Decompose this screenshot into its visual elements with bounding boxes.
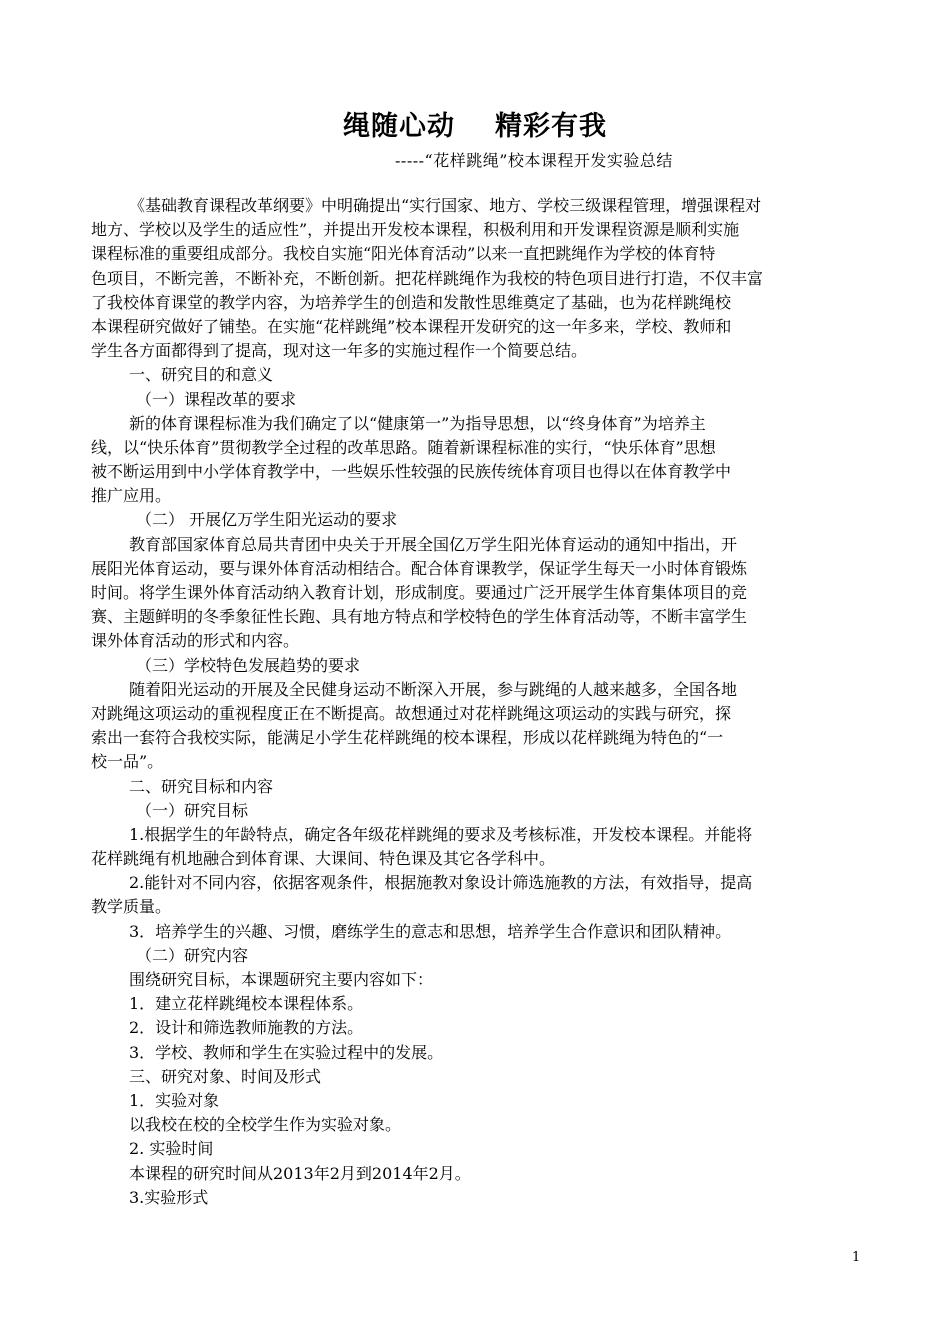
title-part-1: 绳随心动 — [343, 111, 455, 142]
paragraph-line: 2.能针对不同内容，依据客观条件，根据施教对象设计筛选施教的方法，有效指导，提高 — [129, 873, 753, 893]
paragraph-line: 《基础教育课程改革纲要》中明确提出“实行国家、地方、学校三级课程管理，增强课程对 — [129, 196, 762, 215]
subsection-heading: （三）学校特色发展趋势的要求 — [136, 655, 361, 675]
paragraph-line: 随着阳光运动的开展及全民健身运动不断深入开展，参与跳绳的人越来越多，全国各地 — [129, 679, 738, 699]
paragraph-line: 教育部国家体育总局共青团中央关于开展全国亿万学生阳光体育运动的通知中指出，开 — [129, 534, 738, 554]
paragraph-line: 色项目，不断完善，不断补充，不断创新。把花样跳绳作为我校的特色项目进行打造，不仅丰富 — [91, 268, 764, 288]
document-subtitle: -----“花样跳绳”校本课程开发实验总结 — [395, 151, 673, 170]
paragraph-line: 花样跳绳有机地融合到体育课、大课间、特色课及其它各学科中。 — [91, 849, 556, 869]
paragraph-line: 本课程研究做好了铺垫。在实施“花样跳绳”校本课程开发研究的这一年多来，学校、教师和 — [91, 316, 732, 336]
paragraph-line: 1.根据学生的年龄特点，确定各年级花样跳绳的要求及考核标准，开发校本课程。并能将 — [129, 824, 753, 844]
paragraph-line: 教学质量。 — [91, 897, 172, 917]
subsection-heading: （二） 开展亿万学生阳光运动的要求 — [136, 510, 398, 530]
list-item: 3.实验形式 — [129, 1187, 209, 1207]
paragraph-line: 本课程的研究时间从2013年2月到2014年2月。 — [129, 1163, 471, 1183]
list-item: 3．学校、教师和学生在实验过程中的发展。 — [129, 1042, 444, 1062]
paragraph-line: 地方、学校以及学生的适应性”，并提出开发校本课程，积极利用和开发课程资源是顺利实施 — [91, 220, 740, 240]
paragraph-line: 以我校在校的全校学生作为实验对象。 — [129, 1115, 402, 1135]
paragraph-line: 了我校体育课堂的教学内容，为培养学生的创造和发散性思维奠定了基础，也为花样跳绳校 — [91, 292, 732, 312]
paragraph-line: 围绕研究目标，本课题研究主要内容如下： — [129, 970, 434, 989]
document-body — [91, 194, 862, 1210]
section-heading: 二、研究目标和内容 — [129, 776, 274, 796]
paragraph-line: 时间。将学生课外体育活动纳入教育计划，形成制度。要通过广泛开展学生体育集体项目的竞 — [91, 583, 748, 602]
paragraph-line: 线，以“快乐体育”贯彻教学全过程的改革思路。随着新课程标准的实行，“快乐体育”思想 — [91, 437, 716, 457]
subsection-heading: （一）课程改革的要求 — [136, 389, 297, 409]
paragraph-line: 校一品”。 — [91, 752, 164, 772]
list-item: 1．建立花样跳绳校本课程体系。 — [129, 994, 364, 1014]
paragraph-line: 3．培养学生的兴趣、习惯，磨练学生的意志和思想，培养学生合作意识和团队精神。 — [129, 921, 732, 941]
list-item: 2．设计和筛选教师施教的方法。 — [129, 1018, 364, 1038]
section-heading: 一、研究目的和意义 — [129, 365, 274, 385]
paragraph-line: 新的体育课程标准为我们确定了以“健康第一”为指导思想，以“终身体育”为培养主 — [129, 413, 706, 433]
paragraph-line: 被不断运用到中小学体育教学中，一些娱乐性较强的民族传统体育项目也得以在体育教学中 — [91, 462, 732, 482]
section-heading: 三、研究对象、时间及形式 — [129, 1066, 322, 1086]
paragraph-line: 课外体育活动的形式和内容。 — [91, 631, 300, 651]
paragraph-line: 索出一套符合我校实际，能满足小学生花样跳绳的校本课程，形成以花样跳绳为特色的“一 — [91, 728, 724, 748]
paragraph-line: 赛、主题鲜明的冬季象征性长跑、具有地方特点和学校特色的学生体育活动等，不断丰富学生 — [91, 607, 748, 627]
paragraph-line: 展阳光体育运动，要与课外体育活动相结合。配合体育课教学，保证学生每天一小时体育锻炼 — [91, 558, 748, 578]
paragraph-line: 学生各方面都得到了提高，现对这一年多的实施过程作一个简要总结。 — [91, 341, 588, 361]
subsection-heading: （二）研究内容 — [136, 945, 249, 965]
subsection-heading: （一）研究目标 — [136, 800, 249, 820]
paragraph-line: 推广应用。 — [91, 486, 172, 506]
paragraph-line: 课程标准的重要组成部分。我校自实施“阳光体育活动”以来一直把跳绳作为学校的体育特 — [91, 244, 716, 264]
title-part-2: 精彩有我 — [495, 111, 607, 142]
paragraph-line: 对跳绳这项运动的重视程度正在不断提高。故想通过对花样跳绳这项运动的实践与研究，探 — [91, 703, 732, 723]
document-title — [0, 104, 950, 143]
list-item: 1．实验对象 — [129, 1090, 220, 1110]
list-item: 2. 实验时间 — [129, 1139, 214, 1159]
page-number: 1 — [852, 1250, 861, 1265]
